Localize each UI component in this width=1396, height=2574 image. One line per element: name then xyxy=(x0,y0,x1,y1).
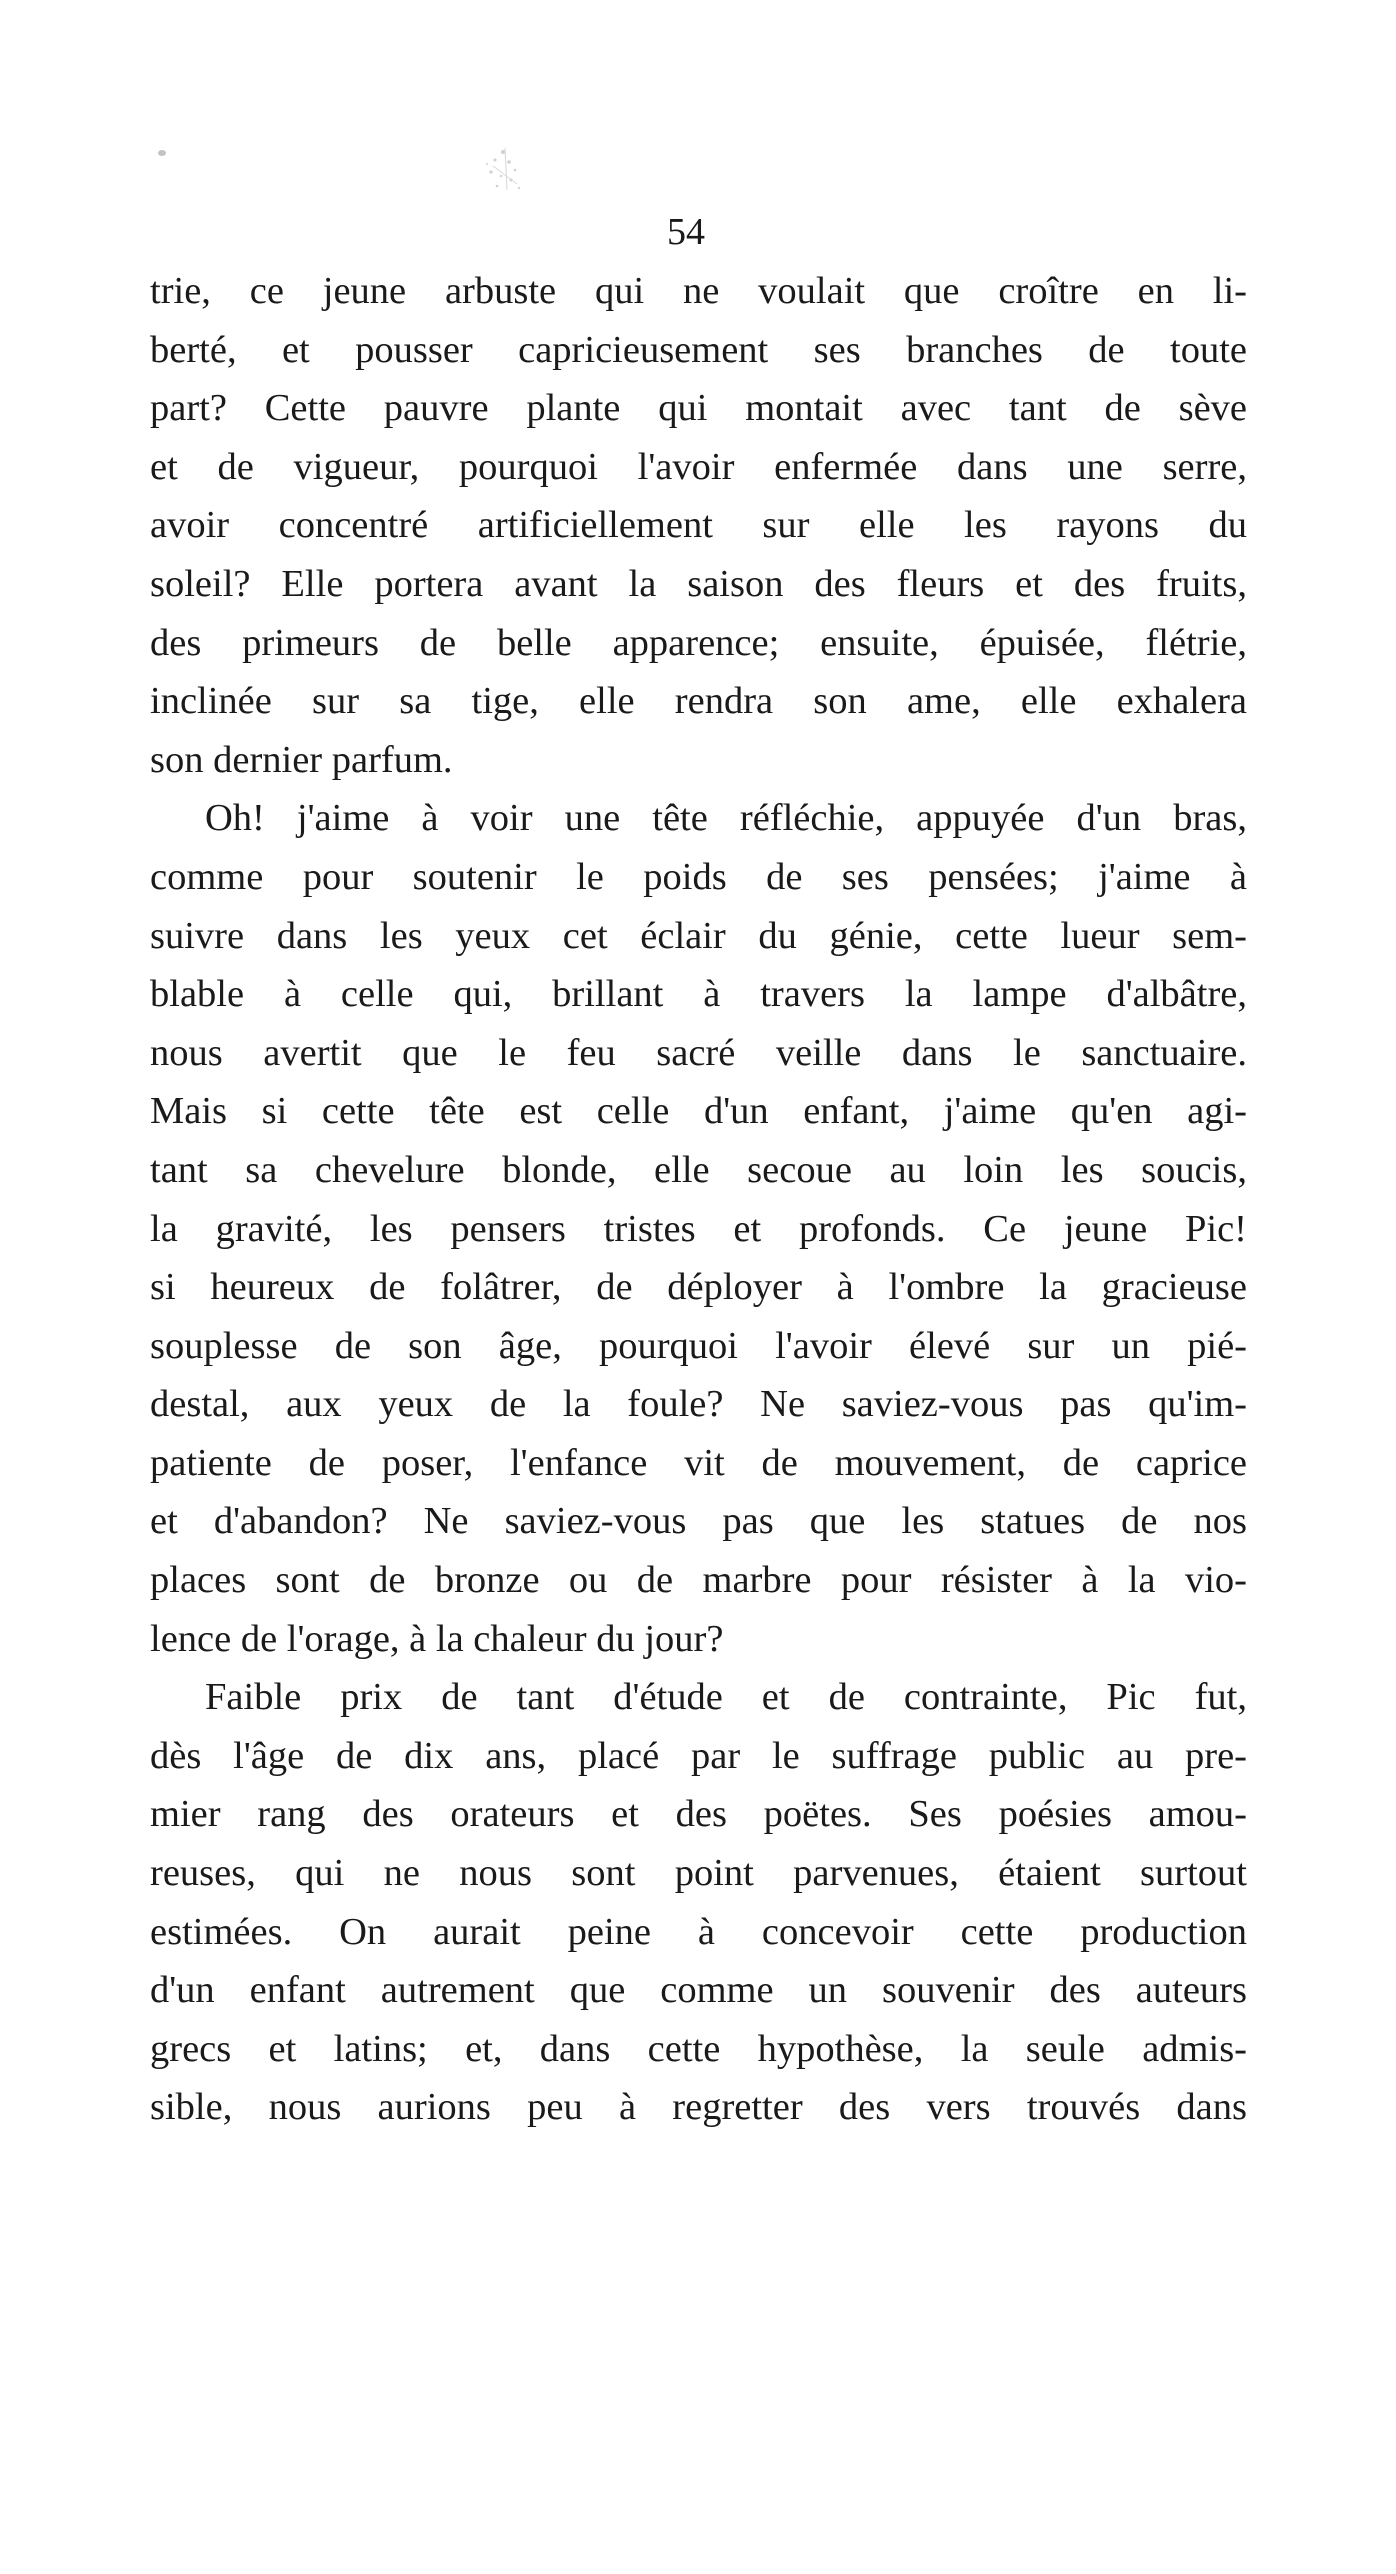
text-line: nous avertit que le feu sacré veille dans le sanctuaire. xyxy=(150,1031,1247,1074)
text-line: inclinée sur sa tige, elle rendra son ame, elle exhalera xyxy=(150,680,1247,723)
ink-smudge-mark xyxy=(465,140,545,210)
text-line: Faible prix de tant d'étude et de contrainte, Pic fut, xyxy=(205,1676,1247,1719)
text-line: avoir concentré artificiellement sur elle les rayons du xyxy=(150,504,1247,547)
text-line: patiente de poser, l'enfance vit de mouvement, de caprice xyxy=(150,1441,1247,1484)
text-line: blable à celle qui, brillant à travers la lampe d'albâtre, xyxy=(150,973,1247,1016)
text-line: souplesse de son âge, pourquoi l'avoir élevé sur un pié- xyxy=(150,1324,1247,1367)
text-line: et de vigueur, pourquoi l'avoir enfermée dans une serre, xyxy=(150,445,1247,488)
text-line: son dernier parfum. xyxy=(150,738,453,781)
text-line: trie, ce jeune arbuste qui ne voulait que croître en li- xyxy=(150,270,1247,312)
body-text xyxy=(150,262,1247,2137)
text-line: reuses, qui ne nous sont point parvenues, étaient surtout xyxy=(150,1852,1247,1895)
text-line: grecs et latins; et, dans cette hypothèse, la seule admis- xyxy=(150,2027,1247,2070)
text-line: destal, aux yeux de la foule? Ne saviez-vous pas qu'im- xyxy=(150,1383,1247,1426)
text-line: mier rang des orateurs et des poëtes. Ses poésies amou- xyxy=(150,1793,1247,1836)
text-line: places sont de bronze ou de marbre pour résister à la vio- xyxy=(150,1559,1247,1602)
text-line: d'un enfant autrement que comme un souvenir des auteurs xyxy=(150,1969,1247,2012)
text-line: dès l'âge de dix ans, placé par le suffrage public au pre- xyxy=(150,1734,1247,1777)
text-line: lence de l'orage, à la chaleur du jour? xyxy=(150,1617,724,1660)
paper-speck xyxy=(158,150,166,156)
text-line: Oh! j'aime à voir une tête réfléchie, appuyée d'un bras, xyxy=(205,797,1247,840)
text-line: et d'abandon? Ne saviez-vous pas que les statues de nos xyxy=(150,1500,1247,1543)
text-line: Mais si cette tête est celle d'un enfant, j'aime qu'en agi- xyxy=(150,1090,1247,1133)
text-line: si heureux de folâtrer, de déployer à l'ombre la gracieuse xyxy=(150,1266,1247,1309)
text-line: suivre dans les yeux cet éclair du génie, cette lueur sem- xyxy=(150,914,1247,957)
text-line: estimées. On aurait peine à concevoir cette production xyxy=(150,1910,1247,1953)
page-number: 54 xyxy=(667,211,705,253)
text-line: la gravité, les pensers tristes et profonds. Ce jeune Pic! xyxy=(150,1207,1247,1250)
text-line: comme pour soutenir le poids de ses pensées; j'aime à xyxy=(150,855,1247,898)
text-line: tant sa chevelure blonde, elle secoue au loin les soucis, xyxy=(150,1148,1247,1191)
text-line: soleil? Elle portera avant la saison des fleurs et des fruits, xyxy=(150,562,1247,605)
text-line: sible, nous aurions peu à regretter des vers trouvés dans xyxy=(150,2086,1247,2129)
text-line: berté, et pousser capricieusement ses branches de toute xyxy=(150,328,1247,371)
text-line: des primeurs de belle apparence; ensuite, épuisée, flétrie, xyxy=(150,621,1247,664)
text-line: part? Cette pauvre plante qui montait avec tant de sève xyxy=(150,387,1247,430)
